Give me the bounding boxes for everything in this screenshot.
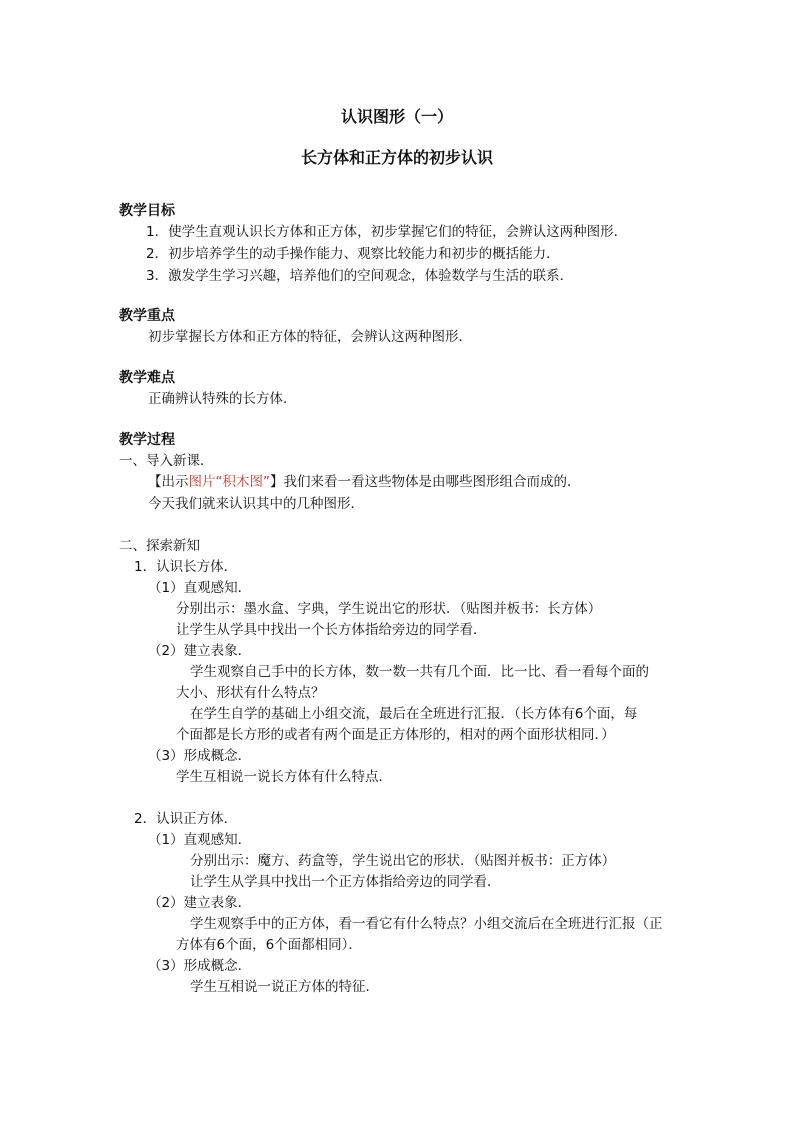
bracket-open: 【出示 [148,474,189,490]
s2-b-heading: （2）建立表象． [148,895,252,911]
s2-b-line-2: 方体有6个面，6个面都相同）． [176,937,362,953]
s1-c-line-1: 学生互相说一说长方体有什么特点． [176,769,392,785]
difficulty-heading: 教学难点 [119,370,175,386]
part2-heading: 二、探索新知 [119,538,200,554]
part1-line-1-rest: 我们来看一看这些物体是由哪些图形组合而成的． [283,474,581,490]
goals-heading: 教学目标 [119,203,175,219]
goal-item-3: 3．激发学生学习兴趣，培养他们的空间观念，体验数学与生活的联系． [146,268,574,284]
part1-heading: 一、导入新课． [119,453,214,469]
goal-item-2: 2．初步培养学生的动手操作能力、观察比较能力和初步的概括能力． [146,246,560,262]
s1-b-line-1: 学生观察自己手中的长方体，数一数一共有几个面．比一比、看一看每个面的 [190,664,649,680]
s1-c-heading: （3）形成概念． [148,748,252,764]
s2-c-line-1: 学生互相说一说正方体的特征． [190,979,379,995]
s1-heading: 1．认识长方体． [134,559,238,575]
page-title: 认识图形（一） [340,107,453,126]
part1-line-1 [148,473,581,491]
page-subtitle: 长方体和正方体的初步认识 [300,148,493,167]
s2-a-line-1: 分别出示：魔方、药盒等，学生说出它的形状．（贴图并板书：正方体） [190,853,616,869]
s1-a-heading: （1）直观感知． [148,580,252,596]
s1-b-heading: （2）建立表象． [148,643,252,659]
goal-item-1: 1．使学生直观认识长方体和正方体，初步掌握它们的特征，会辨认这两种图形． [146,224,628,240]
s2-a-heading: （1）直观感知． [148,832,252,848]
key-point-heading: 教学重点 [119,308,175,324]
s1-b-line-3: 在学生自学的基础上小组交流，最后在全班进行汇报．（长方体有6个面，每 [190,706,638,722]
s1-b-line-4: 个面都是长方形的或者有两个面是正方体形的，相对的两个面形状相同．） [176,727,615,743]
key-point-text: 初步掌握长方体和正方体的特征，会辨认这两种图形． [148,329,472,345]
image-link[interactable]: 图片“积木图” [188,474,270,490]
process-heading: 教学过程 [119,432,175,448]
s2-a-line-2: 让学生从学具中找出一个正方体指给旁边的同学看． [190,874,501,890]
part1-line-2: 今天我们就来认识其中的几种图形． [148,496,364,512]
s2-c-heading: （3）形成概念． [148,958,252,974]
s1-a-line-1: 分别出示：墨水盒、字典，学生说出它的形状．（贴图并板书：长方体） [176,601,602,617]
s2-heading: 2．认识正方体． [134,811,238,827]
bracket-close: 】 [270,474,284,490]
s1-b-line-2: 大小、形状有什么特点？ [176,685,325,701]
difficulty-text: 正确辨认特殊的长方体． [148,391,297,407]
s1-a-line-2: 让学生从学具中找出一个长方体指给旁边的同学看． [176,622,487,638]
s2-b-line-1: 学生观察手中的正方体，看一看它有什么特点？小组交流后在全班进行汇报（正 [190,916,663,932]
